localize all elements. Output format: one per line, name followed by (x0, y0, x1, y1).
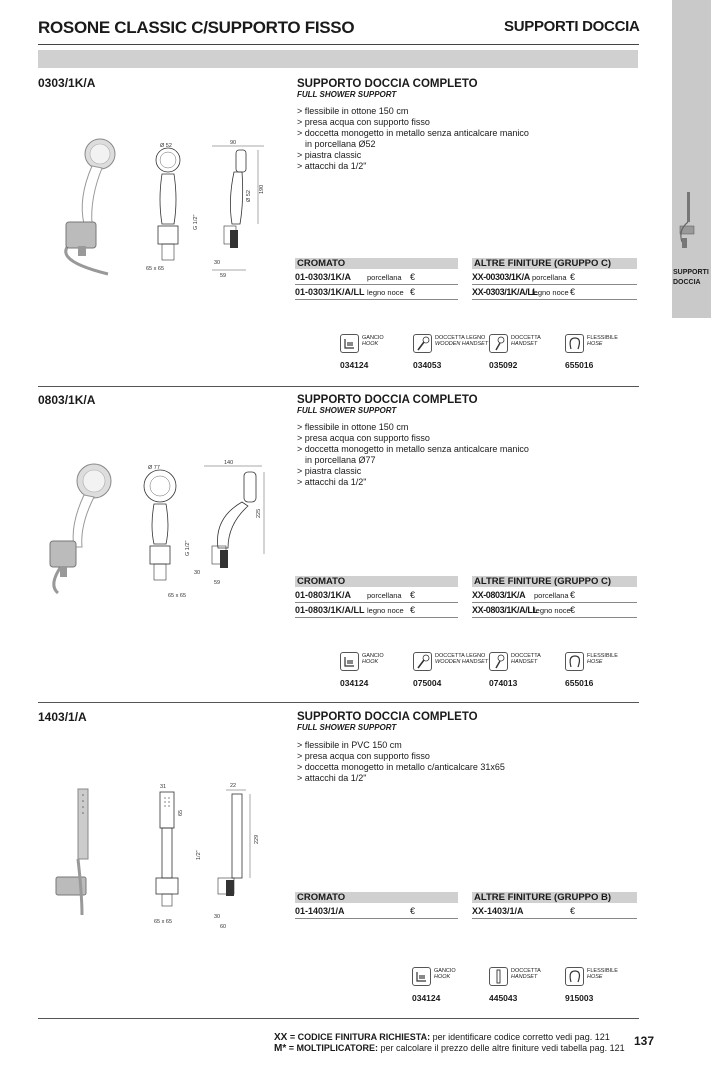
dim-width: 90 (230, 140, 237, 146)
wooden-handset-icon (413, 652, 432, 671)
product-subtitle: FULL SHOWER SUPPORT (297, 90, 397, 99)
dim-depth: 60 (220, 924, 227, 930)
feature-item: > presa acqua con supporto fisso (297, 433, 430, 443)
footer-line-multiplier: M* = MOLTIPLICATORE: per calcolare il prezzo delle altre finiture vedi tabella pag. 121 (274, 1043, 625, 1054)
wooden-handset-icon (413, 334, 432, 353)
product-subtitle: FULL SHOWER SUPPORT (297, 406, 397, 415)
dim-handset-width: 31 (160, 784, 167, 790)
page-number: 137 (634, 1034, 655, 1048)
section-title: SUPPORTI DOCCIA (504, 18, 640, 35)
finish-header-other: ALTRE FINITURE (GRUPPO B) (472, 892, 637, 903)
dim-thread: 1/2" (196, 850, 202, 860)
handset-icon (489, 652, 508, 671)
product-drawing-side (206, 780, 266, 930)
dim-thread: G 1/2" (193, 214, 199, 230)
feature-item: > piastra classic (297, 466, 362, 476)
product-drawing-side (194, 458, 272, 586)
product-code: 0803/1K/A (38, 393, 96, 407)
dim-width: 140 (224, 460, 234, 466)
dim-depth: 59 (214, 580, 221, 586)
feature-list (297, 740, 505, 784)
section-bar (38, 50, 638, 68)
feature-item: > flessibile in ottone 150 cm (297, 106, 409, 116)
finish-row: 01-1403/1/A € (295, 904, 458, 919)
finish-header-other: ALTRE FINITURE (GRUPPO C) (472, 258, 637, 269)
feature-item: > doccetta monogetto in metallo senza anticalcare manico (297, 128, 529, 138)
feature-item: > doccetta monogetto in metallo senza anticalcare manico (297, 444, 529, 454)
feature-item: > attacchi da 1/2" (297, 477, 367, 487)
feature-item: in porcellana Ø77 (305, 455, 376, 465)
finish-table-chrome (295, 588, 458, 618)
section-divider (38, 702, 639, 703)
finish-row: XX-0303/1K/A/LL legno noce € (472, 285, 637, 300)
dim-plate: 65 x 65 (154, 919, 173, 925)
feature-item: > doccetta monogetto in metallo c/anticalcare 31x65 (297, 762, 505, 772)
product-subtitle: FULL SHOWER SUPPORT (297, 723, 397, 732)
shower-support-tab-icon (674, 190, 704, 252)
dim-head-depth: 22 (230, 783, 237, 789)
dim-plate: 65 x 65 (146, 266, 165, 272)
feature-item: > presa acqua con supporto fisso (297, 117, 430, 127)
finish-header-other: ALTRE FINITURE (GRUPPO C) (472, 576, 637, 587)
product-drawing-side (206, 140, 272, 285)
hose-icon (565, 967, 584, 986)
finish-header-chrome: CROMATO (295, 258, 458, 269)
product-drawing-front (146, 140, 200, 280)
feature-item: in porcellana Ø52 (305, 139, 376, 149)
handset-icon (489, 967, 508, 986)
feature-item: > flessibile in ottone 150 cm (297, 422, 409, 432)
product-drawing-front (140, 460, 201, 600)
finish-row: 01-0303/1K/A/LL legno noce € (295, 285, 458, 300)
footer-note (274, 1032, 625, 1054)
feature-item: > attacchi da 1/2" (297, 161, 367, 171)
finish-table-chrome (295, 904, 458, 919)
hook-icon (340, 334, 359, 353)
finish-row: 01-0803/1K/A/LL legno noce € (295, 603, 458, 618)
footer-line-finish-code: XX = CODICE FINITURA RICHIESTA: per identificare codice corretto vedi pag. 121 (274, 1032, 610, 1043)
feature-item: > attacchi da 1/2" (297, 773, 367, 783)
product-photo (38, 128, 138, 276)
product-drawing-front (150, 780, 202, 930)
feature-item: > piastra classic (297, 150, 362, 160)
finish-table-other (472, 270, 637, 300)
dim-offset: 30 (194, 570, 201, 576)
feature-item: > flessibile in PVC 150 cm (297, 740, 402, 750)
feature-item: > presa acqua con supporto fisso (297, 751, 430, 761)
dim-thread: G 1/2" (185, 540, 191, 556)
section-divider (38, 386, 639, 387)
hose-icon (565, 652, 584, 671)
page-title: ROSONE CLASSIC C/SUPPORTO FISSO (38, 18, 355, 37)
product-photo (38, 455, 138, 595)
finish-row: XX-0803/1K/A/LL legno noce € (472, 603, 637, 618)
dim-height: 229 (254, 834, 260, 844)
dim-offset: 30 (214, 914, 221, 920)
feature-list (297, 106, 529, 172)
hose-icon (565, 334, 584, 353)
dim-diameter: Ø 52 (160, 143, 172, 149)
dim-handset-length: 65 (178, 809, 184, 816)
finish-table-chrome (295, 270, 458, 300)
side-tab-label: SUPPORTI DOCCIA (673, 269, 709, 286)
product-code: 1403/1/A (38, 710, 87, 724)
product-title: SUPPORTO DOCCIA COMPLETO (297, 711, 478, 723)
finish-row: XX-00303/1K/A porcellana € (472, 270, 637, 285)
finish-table-other (472, 904, 637, 919)
dim-diameter: Ø 77 (148, 465, 160, 471)
product-photo (38, 785, 138, 925)
dim-height: 225 (256, 508, 262, 518)
finish-row: 01-0303/1K/A porcellana € (295, 270, 458, 285)
product-title: SUPPORTO DOCCIA COMPLETO (297, 394, 478, 406)
header-divider (38, 44, 639, 45)
dim-head-diameter: Ø 52 (246, 190, 252, 202)
finish-row: XX-0803/1K/A porcellana € (472, 588, 637, 603)
dim-offset: 30 (214, 260, 221, 266)
footer-divider (38, 1018, 639, 1019)
finish-header-chrome: CROMATO (295, 576, 458, 587)
dim-plate: 65 x 65 (168, 593, 187, 599)
dim-depth: 59 (220, 273, 227, 279)
finish-row: 01-0803/1K/A porcellana € (295, 588, 458, 603)
finish-row: XX-1403/1/A € (472, 904, 637, 919)
product-code: 0303/1K/A (38, 76, 96, 90)
hook-icon (412, 967, 431, 986)
dim-height: 190 (259, 184, 265, 194)
product-title: SUPPORTO DOCCIA COMPLETO (297, 78, 478, 90)
handset-icon (489, 334, 508, 353)
feature-list (297, 422, 529, 488)
hook-icon (340, 652, 359, 671)
finish-table-other (472, 588, 637, 618)
finish-header-chrome: CROMATO (295, 892, 458, 903)
